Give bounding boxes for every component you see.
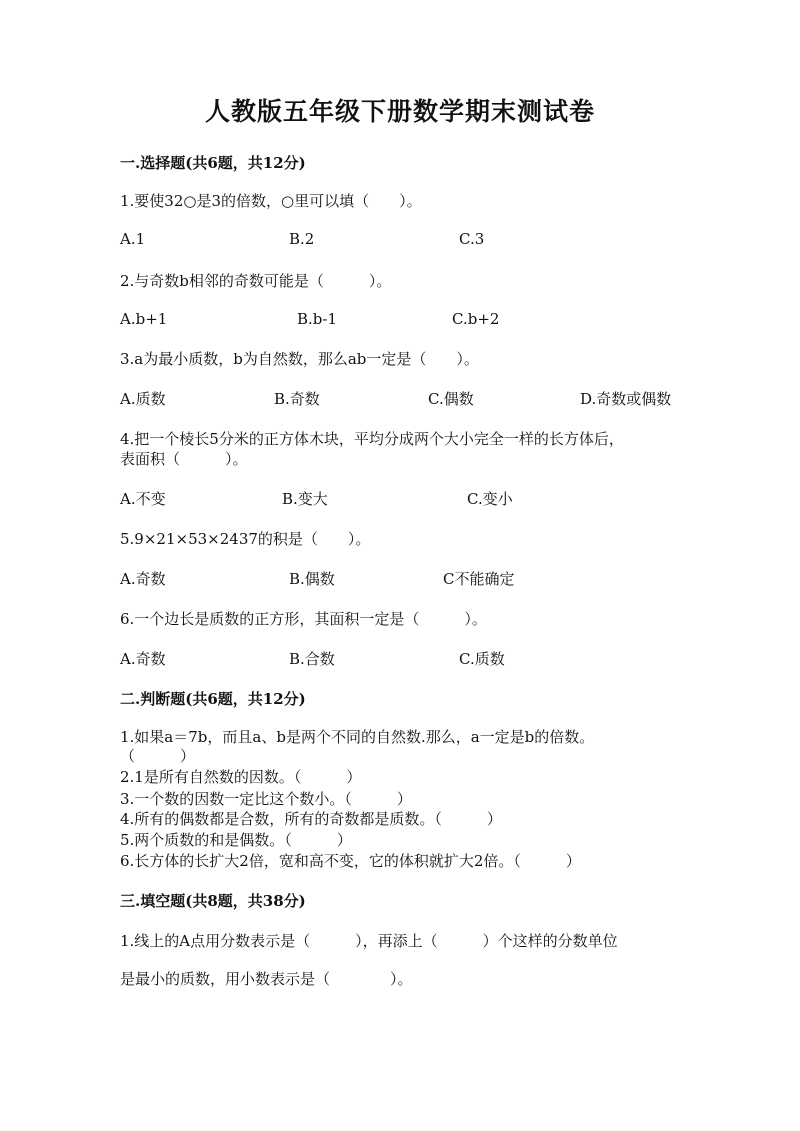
statement-text: 3.一个数的因数一定比这个数小。（ ） (120, 790, 412, 808)
option-a[interactable]: A.质数 (120, 390, 166, 408)
option-a[interactable]: A.奇数 (120, 650, 166, 668)
question-text: 2.与奇数b相邻的奇数可能是（ ）。 (120, 272, 392, 290)
option-a[interactable]: A.奇数 (120, 570, 166, 588)
option-c[interactable]: C.偶数 (428, 390, 474, 408)
option-c[interactable]: C不能确定 (443, 570, 515, 588)
question-text: 5.9×21×53×2437的积是（ ）。 (120, 530, 371, 548)
option-b[interactable]: B.2 (289, 230, 315, 248)
option-b[interactable]: B.合数 (289, 650, 335, 668)
section-heading-choice: 一.选择题(共6题，共12分) (120, 154, 306, 172)
option-b[interactable]: B.b-1 (297, 310, 338, 328)
option-a[interactable]: A.b+1 (120, 310, 168, 328)
question-text: 3.a为最小质数，b为自然数，那么ab一定是（ ）。 (120, 350, 479, 368)
option-b[interactable]: B.奇数 (274, 390, 320, 408)
option-b[interactable]: B.偶数 (289, 570, 335, 588)
statement-text: 5.两个质数的和是偶数。（ ） (120, 831, 352, 849)
question-text-continued: 是最小的质数，用小数表示是（ ）。 (120, 970, 413, 988)
question-text: 6.一个边长是质数的正方形，其面积一定是（ ）。 (120, 610, 487, 628)
option-d[interactable]: D.奇数或偶数 (580, 390, 672, 408)
answer-blank[interactable]: （ ） (120, 747, 196, 765)
option-c[interactable]: C.3 (459, 230, 485, 248)
statement-text: 6.长方体的长扩大2倍，宽和高不变，它的体积就扩大2倍。（ ） (120, 852, 581, 870)
section-heading-judgement: 二.判断题(共6题，共12分) (120, 690, 306, 708)
statement-text: 1.如果a＝7b，而且a、b是两个不同的自然数.那么，a一定是b的倍数。 (120, 728, 595, 746)
question-text-continued: 表面积（ ）。 (120, 450, 248, 468)
section-heading-fill-blank: 三.填空题(共8题，共38分) (120, 892, 306, 910)
question-text: 4.把一个棱长5分米的正方体木块，平均分成两个大小完全一样的长方体后， (120, 430, 624, 448)
option-a[interactable]: A.1 (120, 230, 146, 248)
statement-text: 4.所有的偶数都是合数，所有的奇数都是质数。（ ） (120, 810, 502, 828)
option-c[interactable]: C.质数 (459, 650, 505, 668)
option-c[interactable]: C.变小 (467, 490, 513, 508)
option-b[interactable]: B.变大 (282, 490, 328, 508)
question-text: 1.要使32○是3的倍数，○里可以填（ ）。 (120, 192, 422, 210)
page-title: 人教版五年级下册数学期末测试卷 (204, 97, 595, 126)
option-a[interactable]: A.不变 (120, 490, 166, 508)
option-c[interactable]: C.b+2 (452, 310, 500, 328)
question-text: 1.线上的A点用分数表示是（ ），再添上（ ）个这样的分数单位 (120, 932, 618, 950)
statement-text: 2.1是所有自然数的因数。（ ） (120, 768, 362, 786)
